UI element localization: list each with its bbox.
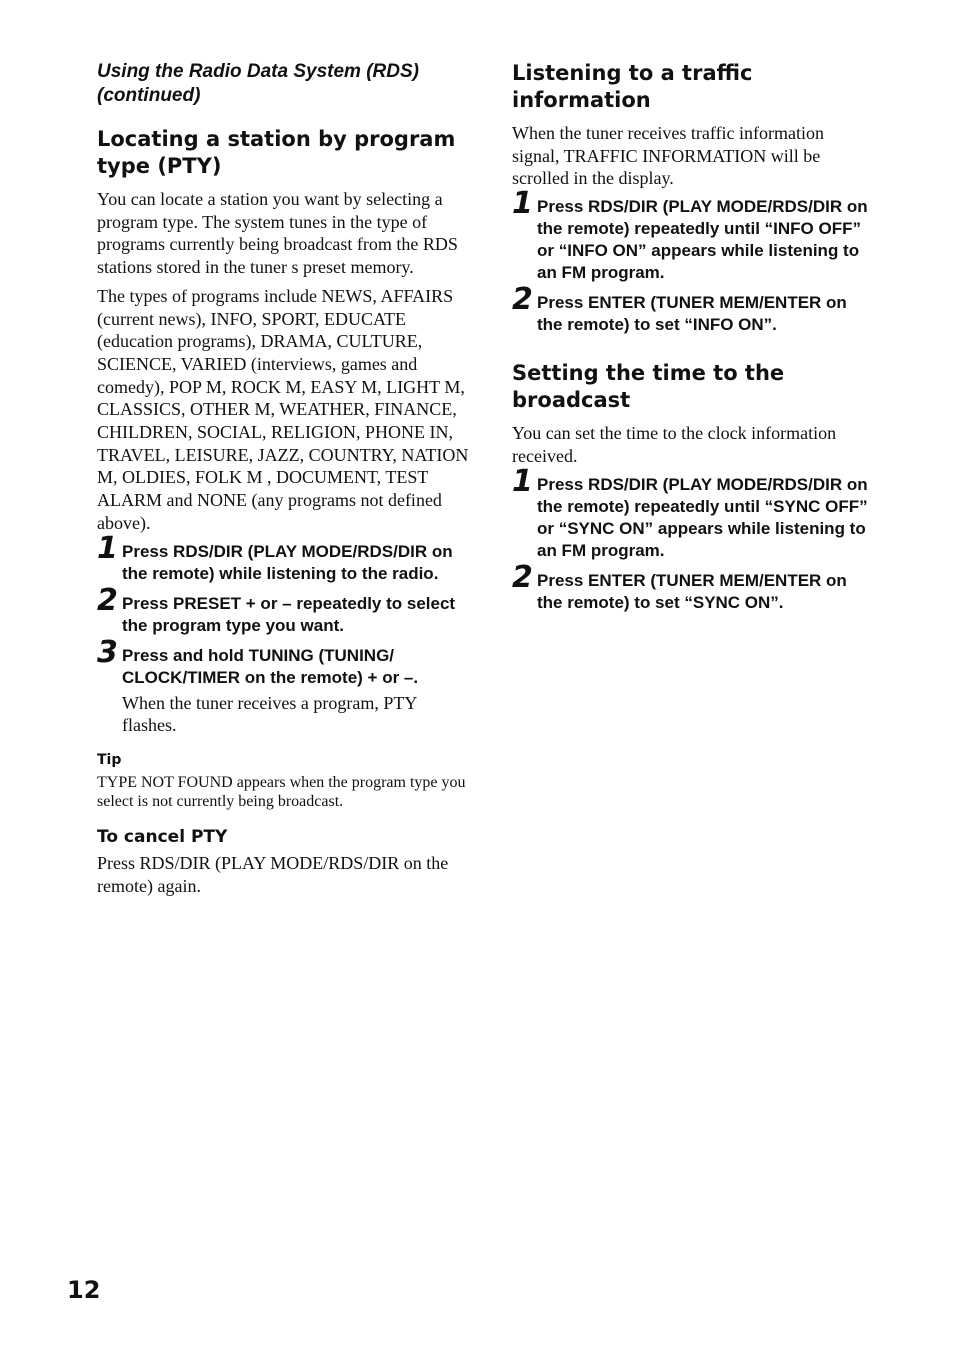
traffic-section-title: Listening to a traffic information (512, 61, 753, 112)
time-section-title: Setting the time to the broadcast (512, 361, 785, 413)
pty-section-title: Locating a station by program type (PTY) (97, 127, 456, 178)
cancel-pty-title: To cancel PTY (97, 826, 228, 847)
step-number: 1 (512, 186, 533, 222)
step-instruction: Press RDS/DIR (PLAY MODE/RDS/DIR on the remote) while listening to the radio. (122, 541, 453, 583)
page-number: 12 (67, 1276, 101, 1304)
step-instruction: Press ENTER (TUNER MEM/ENTER on the remote) to set “SYNC ON”. (537, 570, 847, 612)
program-types-paragraph: The types of programs include NEWS, AFFAIRS (current news), INFO, SPORT, EDUCATE (education programs), DRAMA, CULTURE, SCIENCE, VARIED (interviews, games and comedy), POP M, ROCK M, EASY M, LIGHT M, CLASSICS, OTHER M, WEATHER, FINANCE, CHILDREN, SOCIAL, RELIGION, PHONE IN, TRAVEL, LEISURE, JAZZ, COUNTRY, NATION M, OLDIES, FOLK M , DOCUMENT, TEST ALARM and NONE (any programs not defined above). (97, 285, 469, 533)
pty-intro: You can locate a station you want by selecting a program type. The system tunes in the type of programs currently being broadcast from the RDS stations stored in the tuner s preset memory. (97, 189, 458, 278)
pty-step-1 (97, 530, 469, 585)
step-instruction: Press ENTER (TUNER MEM/ENTER on the remote) to set “INFO ON”. (537, 293, 847, 335)
running-head: Using the Radio Data System (RDS) (continued) (97, 61, 419, 106)
step-number: 2 (97, 582, 118, 618)
time-step-1 (512, 463, 874, 562)
left-column (97, 60, 469, 903)
traffic-step-2 (512, 282, 874, 336)
tip-label: Tip (97, 751, 122, 768)
step-number: 1 (512, 463, 533, 499)
pty-step-3 (97, 634, 469, 737)
step-number: 1 (97, 530, 118, 566)
cancel-pty-text: Press RDS/DIR (PLAY MODE/RDS/DIR on the remote) again. (97, 852, 449, 896)
step-instruction: Press and hold TUNING (TUNING/ CLOCK/TIMER on the remote) + or –. (122, 645, 419, 687)
step-instruction: Press PRESET + or – repeatedly to select the program type you want. (122, 593, 456, 635)
step-note: When the tuner receives a program, PTY flashes. (122, 692, 417, 736)
pty-step-2 (97, 582, 469, 637)
step-number: 2 (512, 559, 533, 595)
step-instruction: Press RDS/DIR (PLAY MODE/RDS/DIR on the remote) repeatedly until “INFO OFF” or “INFO ON” appears while listening to an FM program. (537, 197, 868, 283)
traffic-step-1 (512, 186, 874, 284)
step-number: 2 (512, 282, 533, 318)
step-number: 3 (97, 634, 118, 670)
time-step-2 (512, 559, 874, 614)
time-intro: You can set the time to the clock information received. (512, 423, 837, 466)
right-column (512, 60, 874, 622)
tip-text: TYPE NOT FOUND appears when the program type you select is not currently being broadcast. (97, 773, 466, 811)
step-instruction: Press RDS/DIR (PLAY MODE/RDS/DIR on the remote) repeatedly until “SYNC OFF” or “SYNC ON” appears while listening to an FM program. (537, 474, 868, 560)
traffic-intro: When the tuner receives traffic information signal, TRAFFIC INFORMATION will be scrolled in the display. (512, 123, 825, 189)
